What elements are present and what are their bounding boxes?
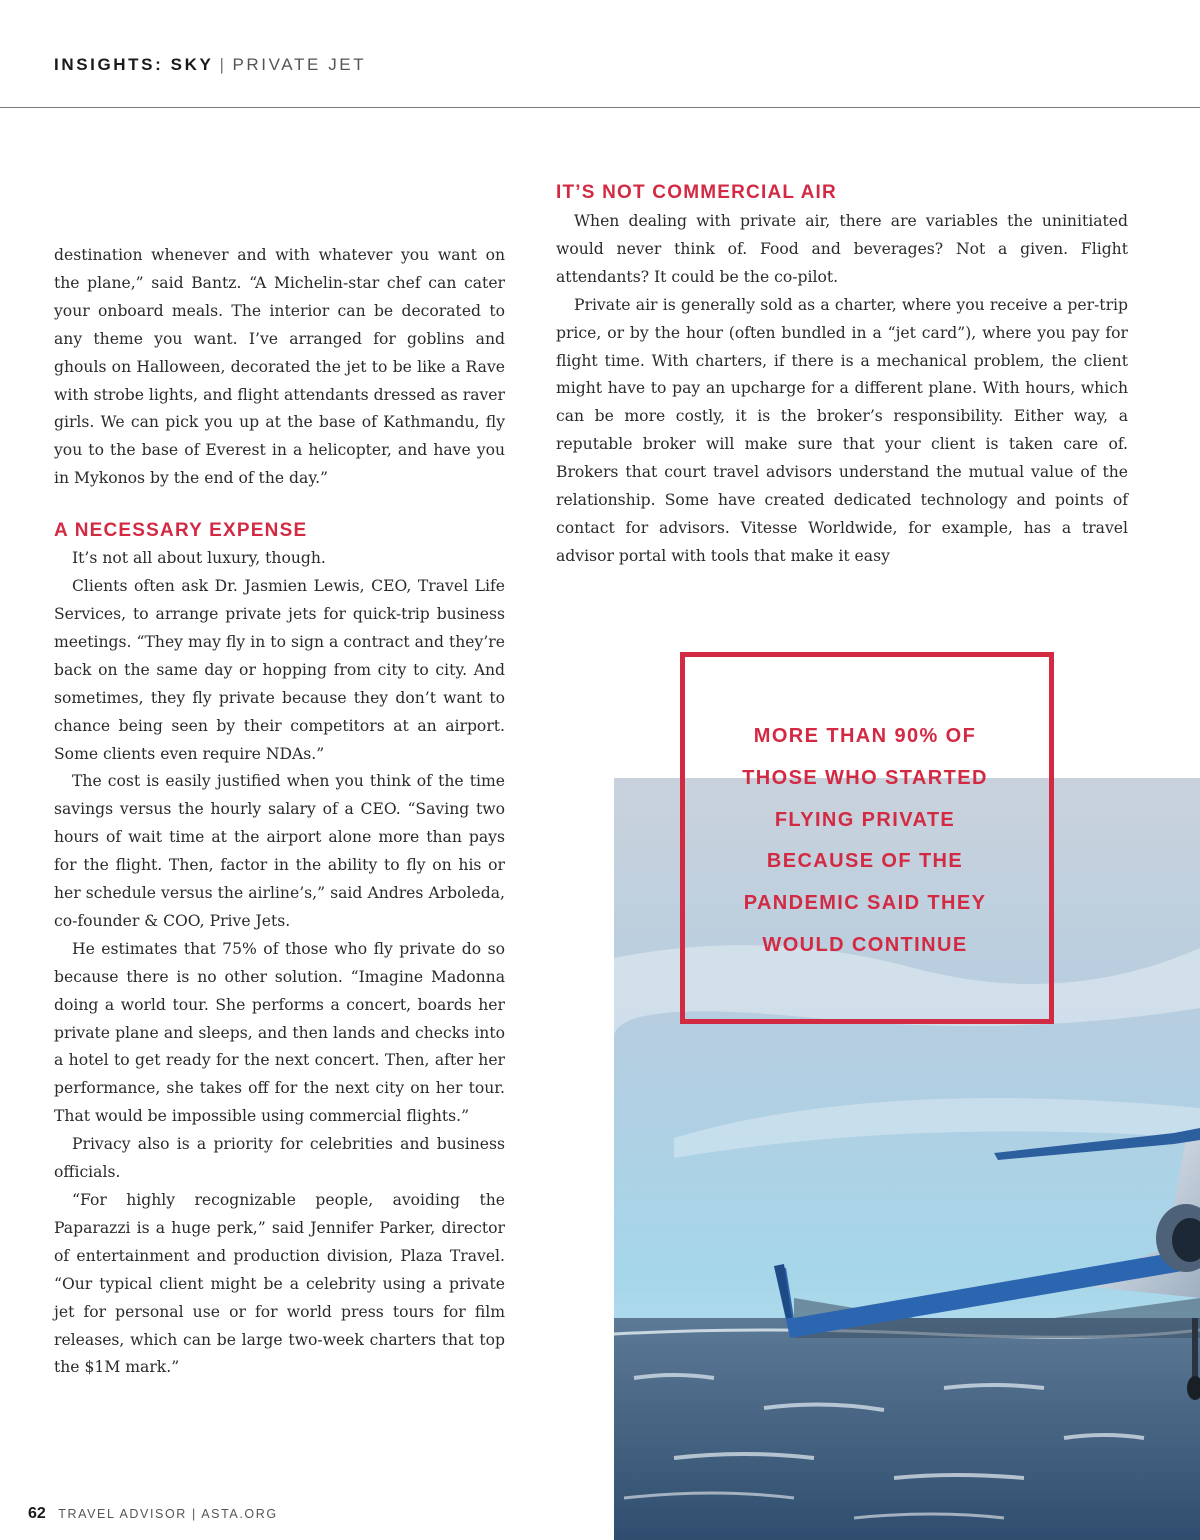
body-paragraph: He estimates that 75% of those who fly private do so because there is no other solution. “Imagine Madonna doing a world tour. She performs a concert, boards her private plane and sleeps, and then lands and checks into a hotel to get ready for the next concert. Then, after her performance, she takes off for the next city on her tour. That would be impossible using commercial flights.” (54, 939, 505, 1126)
body-paragraph: The cost is easily justified when you think of the time savings versus the hourly salary of a CEO. “Saving two hours of wait time at the airport alone more than pays for the flight. Then, factor in the ability to fly on his or her schedule versus the airline’s,” said Andres Arboleda, co-founder & COO, Prive Jets. (54, 772, 505, 930)
body-paragraph: Private air is generally sold as a charter, where you receive a per-trip price, or by the hour (often bundled in a “jet card”), where you pay for flight time. With charters, if there is a mechanical problem, the client might have to pay an upcharge for a different plane. With hours, which can be more costly, it is the broker’s responsibility. Either way, a reputable broker will make sure that your client is taken care of. Brokers that court travel advisors understand the mutual value of the relationship. Some have created dedicated technology and points of contact for advisors. Vitesse Worldwide, for example, has a travel advisor portal with tools that make it easy (556, 295, 1128, 565)
body-paragraph: When dealing with private air, there are variables the uninitiated would never think of. Food and beverages? Not a given. Flight attendants? It could be the co-pilot. (556, 212, 1128, 286)
publication-name: TRAVEL ADVISOR | ASTA.ORG (58, 1507, 278, 1521)
intro-paragraph: destination whenever and with whatever you want on the plane,” said Bantz. “A Michelin-star chef can cater your onboard meals. The interior can be decorated to any theme you want. I’ve arranged for goblins and ghouls on Halloween, decorated the jet to be like a Rave with strobe lights, and flight attendants dressed as raver girls. We can pick you up at the base of Kathmandu, fly you to the base of Everest in a helicopter, and have you in Mykonos by the end of the day.” (54, 246, 505, 488)
left-column (54, 242, 505, 1382)
pull-quote-line: BECAUSE OF THE (766, 850, 964, 873)
body-paragraph: It’s not all about luxury, though. (72, 549, 326, 568)
section-name: INSIGHTS: SKY (54, 55, 214, 74)
pull-quote-line: THOSE WHO STARTED (742, 766, 988, 789)
page-header (0, 0, 1200, 108)
pull-quote-line: WOULD CONTINUE (762, 933, 968, 956)
subheading-not-commercial-air: IT’S NOT COMMERCIAL AIR (556, 182, 837, 203)
pull-quote (700, 716, 1030, 967)
pull-quote-line: PANDEMIC SAID THEY (743, 892, 987, 915)
pull-quote-line: MORE THAN 90% OF (753, 725, 977, 747)
section-label (54, 55, 366, 75)
body-paragraph: Clients often ask Dr. Jasmien Lewis, CEO, Travel Life Services, to arrange private jets for quick-trip business meetings. “They may fly in to sign a contract and they’re back on the same day or hopping from city to city. And sometimes, they fly private because they don’t want to chance being seen by their competitors at an airport. Some clients even require NDAs.” (54, 577, 505, 763)
body-paragraph: Privacy also is a priority for celebrities and business officials. (54, 1135, 505, 1182)
header-separator: | (219, 55, 227, 74)
subheading-necessary-expense: A NECESSARY EXPENSE (54, 520, 308, 542)
right-column (556, 208, 1128, 571)
page-number: 62 (28, 1505, 46, 1522)
page-footer (28, 1505, 278, 1523)
body-paragraph: “For highly recognizable people, avoiding the Paparazzi is a huge perk,” said Jennifer Parker, director of entertainment and production division, Plaza Travel. “Our typical client might be a celebrity using a private jet for personal use or for world press tours for film releases, which can be large two-week charters that top the $1M mark.” (54, 1191, 505, 1377)
pull-quote-line: FLYING PRIVATE (774, 808, 956, 831)
section-topic: PRIVATE JET (232, 55, 367, 74)
